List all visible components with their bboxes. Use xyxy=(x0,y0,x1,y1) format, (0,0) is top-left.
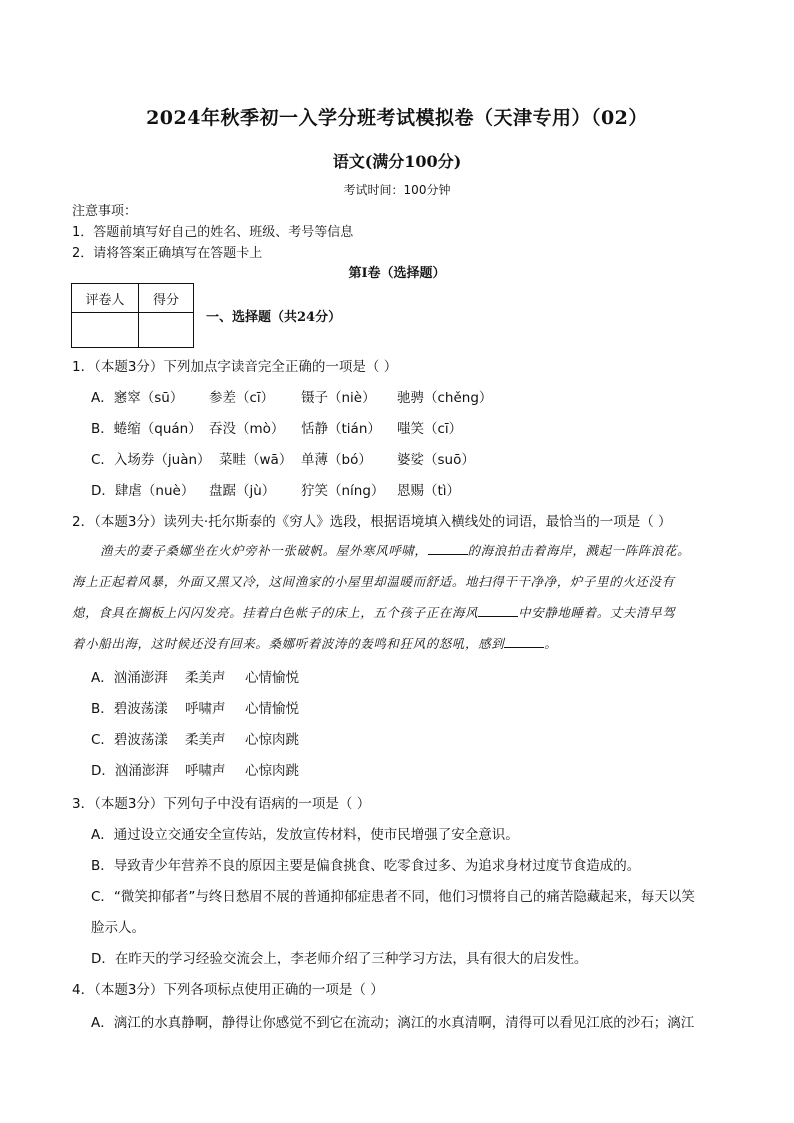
blank-2[interactable] xyxy=(478,604,518,617)
question-1-option-d[interactable]: D．肆虐（nuè） 盘踞（jù） 狞笑（níng） 恩赐（tì） xyxy=(91,483,461,499)
exam-title: 2024年秋季初一入学分班考试模拟卷（天津专用）（02） xyxy=(146,107,648,129)
question-3-option-c[interactable]: C．“微笑抑郁者”与终日愁眉不展的普通抑郁症患者不同，他们习惯将自己的痛苦隐藏起来，每天以笑 xyxy=(91,889,695,905)
question-1-option-b[interactable]: B．蜷缩（quán） 吞没（mò） 恬静（tián） 嗤笑（cī） xyxy=(91,421,463,437)
question-2-passage: 渔夫的妻子桑娜坐在火炉旁补一张破帆。屋外寒风呼啸， 的海浪拍击着海岸，溅起一阵阵浪花。 海上正起着风暴，外面又黑又冷，这间渔家的小屋里却温暖而舒适。地扫得干干净净，炉子里的火还没有 熄，食具在搁板上闪闪发亮。挂着白色帐子的床上，五个孩子正在海风 中安静地睡着。丈夫清早驾 着小船出海，这时候还没有回来。桑娜听着波涛的轰鸣和狂风的怒吼，感到 。 xyxy=(72,543,691,651)
question-4-option-a[interactable]: A．漓江的水真静啊，静得让你感觉不到它在流动；漓江的水真清啊，清得可以看见江底的沙石；漓江 xyxy=(91,1015,695,1031)
question-2-option-a[interactable]: A．汹涌澎湃 柔美声 心情愉悦 xyxy=(91,670,299,686)
question-2-option-d[interactable]: D．汹涌澎湃 呼啸声 心惊肉跳 xyxy=(91,763,299,779)
question-2-option-b[interactable]: B．碧波荡漾 呼啸声 心情愉悦 xyxy=(91,701,299,717)
blank-3[interactable] xyxy=(504,635,544,648)
score-table-cell-grader[interactable] xyxy=(72,313,139,348)
question-3-option-a[interactable]: A．通过设立交通安全宣传站，发放宣传材料，使市民增强了安全意识。 xyxy=(91,827,519,843)
section-title: 一、选择题（共24分） xyxy=(206,310,342,325)
score-table xyxy=(71,283,194,348)
question-2-stem: 2．（本题3分）读列夫·托尔斯泰的《穷人》选段，根据语境填入横线处的词语，最恰当的一项是（ ） xyxy=(72,514,672,530)
exam-subtitle: 语文(满分100分) xyxy=(332,152,462,171)
question-1-stem: 1．（本题3分）下列加点字读音完全正确的一项是（ ） xyxy=(72,359,398,375)
exam-time: 考试时间：100分钟 xyxy=(343,183,451,197)
score-table-cell-score[interactable] xyxy=(139,313,194,348)
notes-heading: 注意事项： xyxy=(72,204,138,219)
question-1-option-a[interactable]: A．窸窣（sū） 参差（cī） 镊子（niè） 驰骋（chěng） xyxy=(91,390,493,406)
question-3-option-b[interactable]: B．导致青少年营养不良的原因主要是偏食挑食、吃零食过多、为追求身材过度节食造成的。 xyxy=(91,858,641,874)
question-1-option-c[interactable]: C．入场券（juàn） 菜畦（wā） 单薄（bó） 婆娑（suō） xyxy=(91,452,475,468)
score-table-header-score: 得分 xyxy=(139,284,194,313)
question-4-stem: 4．（本题3分）下列各项标点使用正确的一项是（ ） xyxy=(72,982,384,998)
blank-1[interactable] xyxy=(428,542,468,555)
part-title: 第Ⅰ卷（选择题） xyxy=(348,266,446,281)
question-3-stem: 3．（本题3分）下列句子中没有语病的一项是（ ） xyxy=(72,796,371,812)
question-3-option-c-cont: 脸示人。 xyxy=(91,920,145,936)
score-table-header-grader: 评卷人 xyxy=(72,284,139,313)
notes-block xyxy=(72,201,353,264)
question-3-option-d[interactable]: D．在昨天的学习经验交流会上，李老师介绍了三种学习方法，具有很大的启发性。 xyxy=(91,951,588,967)
question-2-option-c[interactable]: C．碧波荡漾 柔美声 心惊肉跳 xyxy=(91,732,299,748)
notes-item: 1．答题前填写好自己的姓名、班级、考号等信息 xyxy=(72,225,354,240)
notes-item: 2．请将答案正确填写在答题卡上 xyxy=(72,246,263,261)
